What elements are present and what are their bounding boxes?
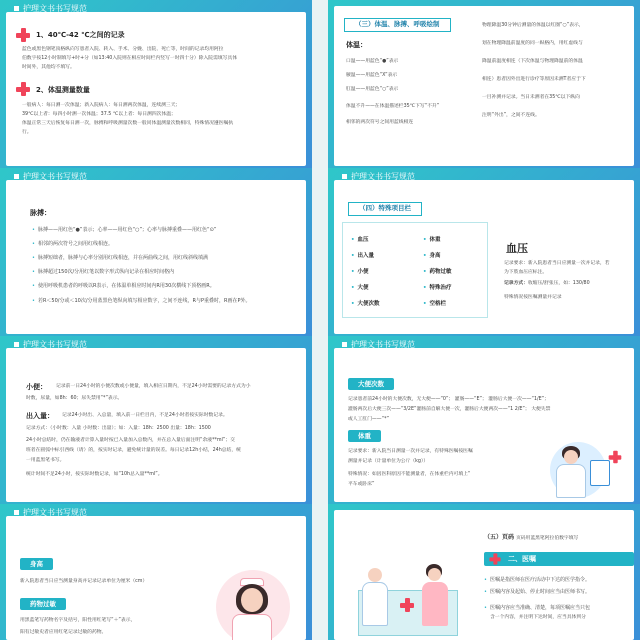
nurse-uniform <box>232 614 272 640</box>
paragraph-line: 蓝色或黑色钢笔顶格纵向写患者入院、转入、手术、分娩、出院、死亡等，时间的记录均用阿拉 <box>22 47 224 52</box>
paragraph-line: 特殊情况按医嘱测量并记录 <box>504 295 562 300</box>
header-title: 护理文书书写规范 <box>23 340 87 349</box>
doctor-coat <box>362 582 388 626</box>
header-square-icon <box>14 6 19 11</box>
nurse-uniform <box>422 582 448 626</box>
paragraph-line: 伯数字按12小时制填写+时+分（如13:40入院则在相应时间栏内竖写一时四十分）除入院需填写具体 <box>22 56 238 61</box>
paragraph-line: 降温前温度相连（下次体温与物理降温前的体温 <box>482 59 583 64</box>
paragraph-line: 体温正常三天后恢复每日测一次，脉搏和呼吸测量次数一般同体温测量次数相同，特殊情况遵医嘱执 <box>22 121 234 126</box>
grid-item: • 特殊治疗 <box>423 283 452 291</box>
paragraph-line: 灌肠两次后大便三次——“3/2E”灌肠前自解大便一次，灌肠后大便两次——“1 2/E”； 大便失禁 <box>348 407 551 412</box>
grid-item: • 体重 <box>423 235 441 243</box>
grid-item: • 血压 <box>351 235 369 243</box>
clipboard-icon <box>590 460 610 486</box>
header-title: 护理文书书写规范 <box>23 172 87 181</box>
medical-cross-icon <box>489 553 500 564</box>
section-tag: 体重 <box>348 430 381 442</box>
paragraph-line: 班者在圆弧中标引西线（请）的，按实时记录，避免统计量的误差。每日记录12h小结，24h总结，统 <box>26 448 241 453</box>
slide-header <box>14 507 87 518</box>
slide-content <box>6 12 306 166</box>
grid-item: • 小便 <box>351 267 369 275</box>
sub-heading: 出入量： <box>26 412 54 420</box>
paragraph-line: 物理降温30分钟后测量的体温以红圈“○”表示， <box>482 23 584 28</box>
slide-header <box>14 3 87 14</box>
hospital-illustration <box>346 532 472 638</box>
paragraph-line: 页码用蓝黑笔阿拉伯数字填写 <box>515 536 579 541</box>
nurse-illustration <box>206 564 306 640</box>
header-title: 护理文书书写规范 <box>23 4 87 13</box>
slide-content <box>334 510 634 640</box>
slide-content <box>334 180 634 334</box>
paragraph-line: 记录前一日24小时的小便次数或小便量，填入相应日期内，不足24小时需要的记录方式为小 <box>56 384 251 389</box>
header-title: 护理文书书写规范 <box>351 172 415 181</box>
paragraph-line: 划在物理降温前温度的同一纵格内，用红虚线与 <box>482 41 583 46</box>
list-line: 相邻的两次符号之间用蓝线相连 <box>346 120 414 125</box>
slide-header <box>342 171 415 182</box>
paragraph-line: 为下肢血压应标注。 <box>504 270 548 275</box>
paragraph-line <box>504 280 590 288</box>
paragraph-line: 注明“外出”，之间不连线。 <box>482 113 540 118</box>
special-items-grid <box>342 222 488 318</box>
paragraph-line: 时数，尿量，如8h：60；尿失禁用“*”表示。 <box>26 396 123 401</box>
section-tag: 身高 <box>20 558 53 570</box>
bullet-item: • 医嘱内容应当准确、清楚，每项医嘱应当只包 <box>484 604 590 611</box>
grid-item: • 大便次数 <box>351 299 380 307</box>
header-title: 护理文书书写规范 <box>351 340 415 349</box>
medical-cross-icon <box>609 451 622 464</box>
doctor-head <box>368 568 382 582</box>
grid-item: • 空格栏 <box>423 299 446 307</box>
slide-3 <box>0 168 312 340</box>
slide-header <box>14 339 87 350</box>
orders-tag <box>484 552 634 566</box>
medical-cross-icon <box>400 598 414 612</box>
bullet-item: • 使用呼吸机患者的呼吸以R表示，在体温单相应时间内R用30次横线下顶格画R。 <box>32 282 215 289</box>
slide-8 <box>328 504 640 640</box>
section-heading: 2、体温测量数量 <box>36 86 90 94</box>
slide-content <box>6 348 306 502</box>
paragraph-line: 记录方式：（小时数：入量 小时数：出量）；如：入量：18h：2500 出量：18h：1500 <box>26 426 211 431</box>
slide-header <box>14 171 87 182</box>
section-tag: 大便次数 <box>348 378 394 390</box>
paragraph-line: 39℃以上者：每四小时测一次体温；37.5 ℃以上者：每日测四次体温； <box>22 112 176 117</box>
slide-5 <box>0 336 312 508</box>
paragraph-line: 行。 <box>22 130 32 135</box>
section-tag: （四）特殊项目栏 <box>348 202 422 216</box>
paragraph-line: 记录患者前24小时的大便次数，无大便——“0”； 灌肠——“E”； 灌肠后大便一次——“1/E”； <box>348 397 549 402</box>
paragraph-line: 24小时总结时，仍在输液者计算入量时按已入量加入总数内，并在总入量后面注明“余液**ml”；交 <box>26 438 235 443</box>
paragraph-line: 相连）患者因外出进行诊疗等原因未测T者应于下 <box>482 77 586 82</box>
section-tag: 药物过敏 <box>20 598 66 610</box>
doctor-head <box>564 450 578 464</box>
paragraph-line: 新入院患者当日应当测量身高并记录记录单位为厘米（cm） <box>20 579 148 584</box>
slide-header <box>342 339 415 350</box>
bullet-item: • 脉搏超过150次/分用红笔以数字形式纵向记录在相应时间格内 <box>32 268 174 275</box>
sub-heading: （五）页码 <box>484 534 515 541</box>
header-square-icon <box>14 510 19 515</box>
list-line: 肛温——用蓝色“○”表示 <box>346 87 399 92</box>
sub-heading: 小便： <box>26 383 47 391</box>
header-square-icon <box>14 342 19 347</box>
paragraph-line: 测量并记录（计量单位为公斤（kg）） <box>348 459 429 464</box>
list-line: 体温不升——在体温描述栏35℃下写“不升” <box>346 104 440 109</box>
nurse-head <box>428 568 441 581</box>
slide-4 <box>328 168 640 340</box>
doctor-coat <box>556 464 586 498</box>
paragraph-line: 记录24小时出、入总量，填入前一日栏目内，不足24小时者按实际时数记录。 <box>62 413 228 418</box>
slide-2 <box>328 0 640 172</box>
slide-1 <box>0 0 312 172</box>
bullet-item: • 脉搏——用红色“●”表示；心率——用红色“○”；心率与脉搏重叠——用红色“⊙” <box>32 226 216 233</box>
section-tag: （三）体温、脉搏、呼吸绘制 <box>344 18 451 32</box>
paragraph-line: 时间外，其他均不填写。 <box>22 65 75 70</box>
slide-6 <box>328 336 640 508</box>
paragraph-line: 特殊情况：如因医科原因不能测量者，在体重栏内可填上“ <box>348 472 471 477</box>
list-line: 口温——用蓝色“●”表示 <box>346 59 399 64</box>
grid-item: • 身高 <box>423 251 441 259</box>
grid-item: • 药物过敏 <box>423 267 452 275</box>
slide-7 <box>0 504 312 640</box>
label-bold: 记录方式： <box>504 281 528 286</box>
bullet-item: • 若R＜50/分或＜10次/分用蓝黑色笔纵向填写相应数字，之间不连线，R与P重叠时，R画在P外。 <box>32 297 251 304</box>
header-title: 护理文书书写规范 <box>23 508 87 517</box>
header-square-icon <box>342 342 347 347</box>
doctor-illustration <box>544 440 632 500</box>
paragraph-line: 一目补测并记录。当日未测者在35℃以下纵向 <box>482 95 580 100</box>
paragraph-line: 或人工肛门——“*” <box>348 417 389 422</box>
list-line: 腋温——用蓝色“X”表示 <box>346 73 398 78</box>
paragraph-line: 平车或卧床” <box>348 482 375 487</box>
header-square-icon <box>14 174 19 179</box>
paragraph-line: 用黑蓝笔写药物名字及括号，阳性用红笔写“＋”表示， <box>20 618 136 623</box>
grid-item: • 出入量 <box>351 251 374 259</box>
section-heading: 1、40℃-42 ℃之间的记录 <box>36 31 125 39</box>
blood-pressure-heading: 血压 <box>506 242 528 255</box>
sub-heading: 体温： <box>346 41 367 49</box>
bullet-item: • 医嘱是指医师在医疗活动中下达的医学指令。 <box>484 576 590 583</box>
slide-content <box>334 348 634 502</box>
paragraph-line: 一般病人：每日测一次体温；新入院病人：每日测两次体温，连续测三天； <box>22 103 181 108</box>
paragraph-line: 阳有过敏史者应用红笔记录过敏的药物。 <box>20 630 107 635</box>
paragraph-line: 一用蓝黑笔书写。 <box>26 458 65 463</box>
bullet-item: • 脉搏短绌者，脉搏与心率分别用红线相连，并在两曲线之间，用红线斜线填满 <box>32 254 208 261</box>
nurse-head <box>241 588 263 612</box>
page-number-line <box>484 534 578 543</box>
slide-content <box>6 180 306 334</box>
paragraph-line: 含一个内容，并注明下达时间，应当具体到分 <box>490 615 586 620</box>
label-value: 收缩压/舒张压，如：130/80 <box>528 281 590 286</box>
header-square-icon <box>342 174 347 179</box>
medical-cross-icon <box>16 82 30 96</box>
section-tag: 二、医嘱 <box>508 555 536 563</box>
slide-content <box>334 6 634 166</box>
paragraph-line: 统计时间不足24小时，按实际时数记录，如“10h总入量**ml”。 <box>26 472 163 477</box>
bullet-item: • 相邻的两次符号之间用红线相连。 <box>32 240 113 247</box>
medical-cross-icon <box>16 28 30 42</box>
bullet-item: • 医嘱内容及起始、停止时间应当由医师书写。 <box>484 588 590 595</box>
paragraph-line: 记录要求：新入院当日测量一次并记录，有特殊医嘱按医嘱 <box>348 449 473 454</box>
grid-item: • 大便 <box>351 283 369 291</box>
paragraph-line: 记录要求：新入院患者当日应测量一次并记录，若 <box>504 261 610 266</box>
slide-content <box>6 516 306 640</box>
sub-heading: 脉搏： <box>30 209 51 217</box>
